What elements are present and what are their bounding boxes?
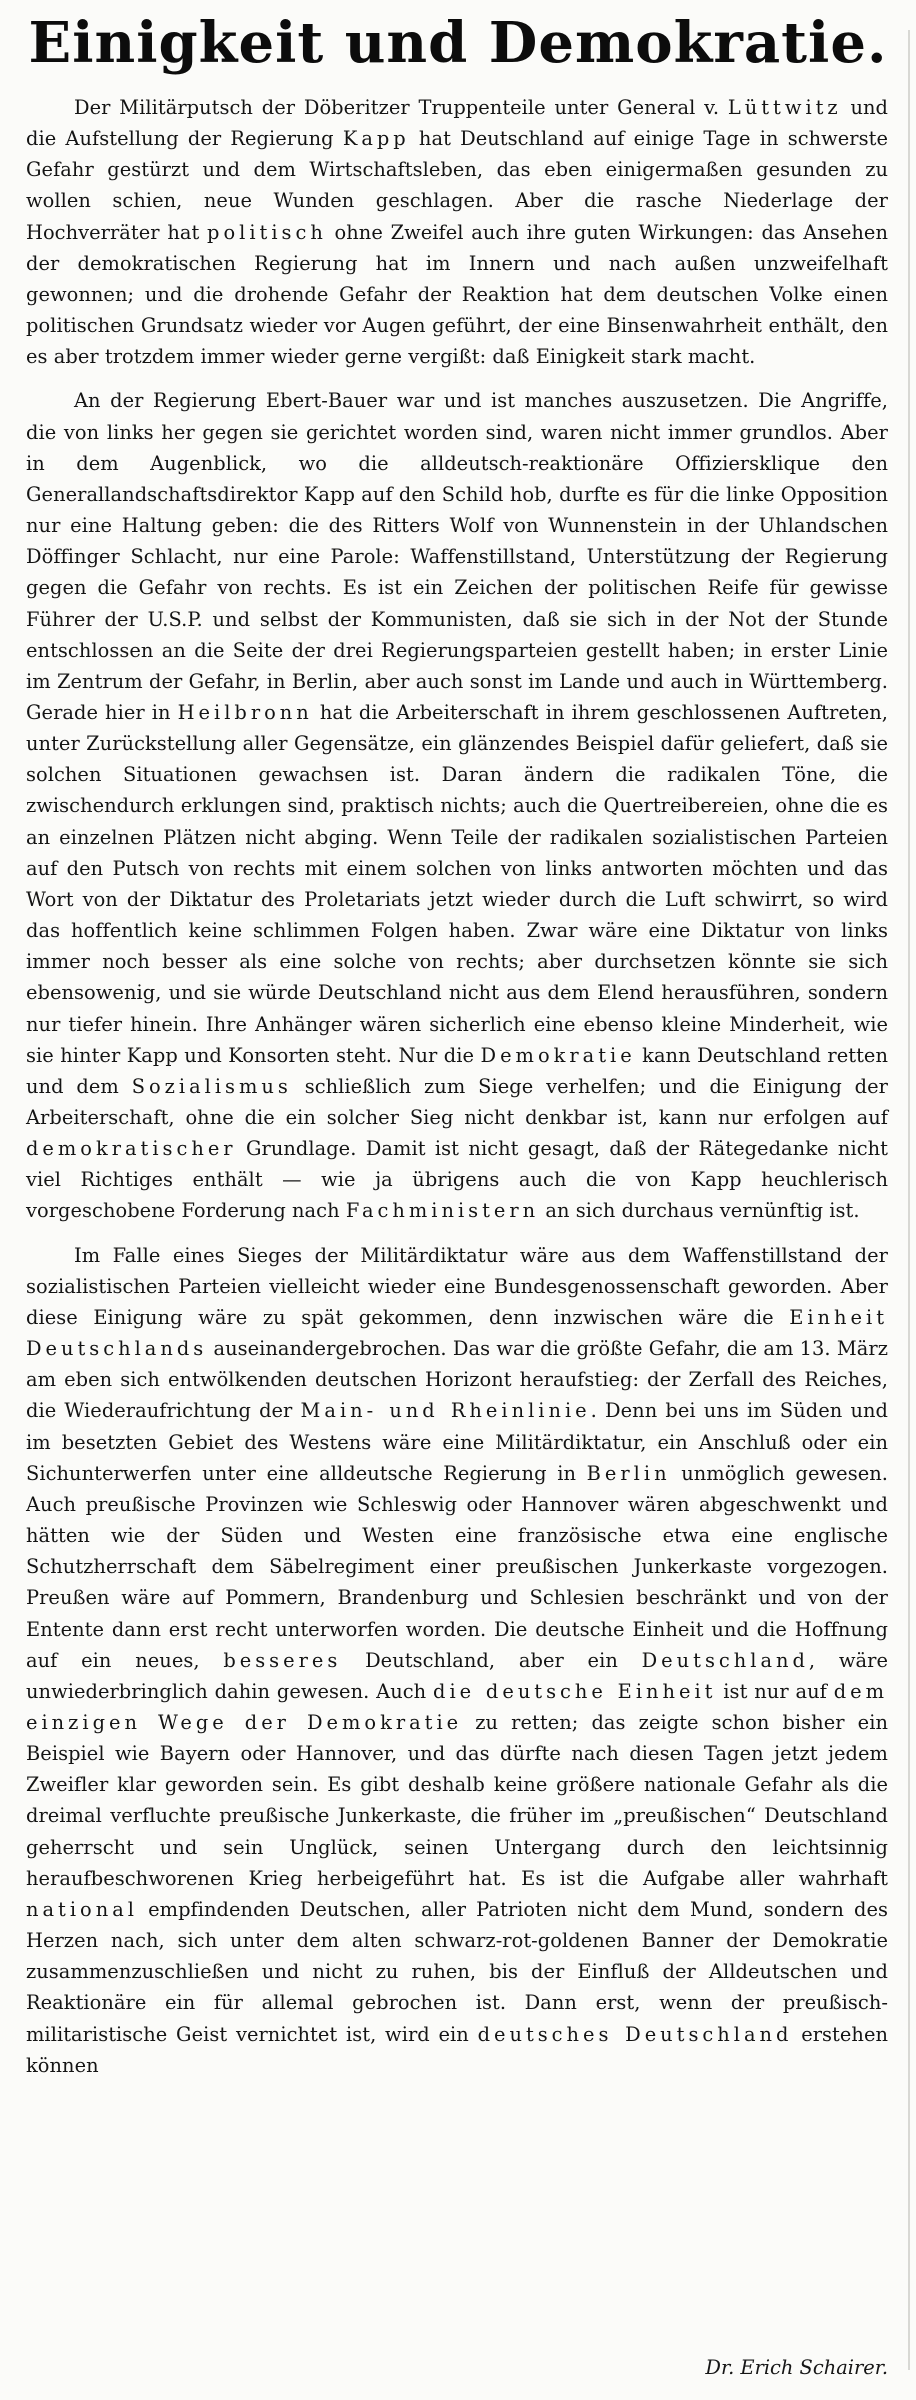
spaced-emphasis: Berlin [586,1461,671,1485]
paragraph-text: Grundlage. Damit ist nicht gesagt, daß der Rätegedanke nicht viel Richtiges enthält — wie ja übrigens auch die von Kapp heuchlerisch vorgeschobene Forderung nach [26,1137,888,1223]
paragraph-text: An der Regierung Ebert-Bauer war und ist manches auszusetzen. Die Angriffe, die von links her gegen sie gerichtet worden sind, waren nicht immer grundlos. Aber in dem Augenblick, wo die alldeutsch-reaktionäre Offiziersklique den Generallandschaftsdirektor Kapp auf den Schild hob, durfte es für die linke Opposition nur eine Haltung geben: die des Ritters Wolf von Wunnenstein in der Uhlandschen Döffinger Schlacht, nur eine Parole: Waffenstillstand, Unterstützung der Regierung gegen die Gefahr von rechts. Es ist ein Zeichen der politischen Reife für gewisse Führer der U.S.P. und selbst der Kommunisten, daß sie sich in der Not der Stunde entschlossen an die Seite der drei Regierungsparteien gestellt haben; in erster Linie im Zentrum der Gefahr, in Berlin, aber auch sonst im Lande und auch in Württemberg. Gerade hier in [26,389,888,724]
spaced-emphasis: politisch [207,220,327,244]
paragraph-text: unmöglich gewesen. Auch preußische Provinzen wie Schleswig oder Hannover wären abgeschwenkt und hätten wie der Süden und Westen eine französische etwa eine englische Schutzherrschaft dem Säbelregiment einer preußischen Junkerkaste vorgezogen. Preußen wäre auf Pommern, Brandenburg und Schlesien beschränkt und von der Entente dann erst recht unterworfen worden. Die deutsche Einheit und die Hoffnung auf ein neues, [26,1461,888,1672]
paragraph-1 [26,92,888,372]
article-body [26,92,888,2081]
spaced-emphasis: Sozialismus [131,1074,292,1098]
paragraph-text: Im Falle eines Sieges der Militärdiktatur wäre aus dem Waffenstillstand der sozialistischen Parteien vielleicht wieder eine Bundesgenossenschaft geworden. Aber diese Einigung wäre zu spät gekommen, denn inzwischen wäre die [26,1243,888,1329]
paragraph-text: auseinandergebrochen. Das war die größte Gefahr, die am 13. März am eben sich entwölkenden deutschen Horizont heraufstieg: der Zerfall des Reiches, die Wiederaufrichtung der [26,1337,888,1423]
spaced-emphasis: Fachministern [345,1199,540,1223]
paragraph-text: und die Aufstellung der Regierung [26,96,888,151]
paragraph-text: ist nur auf [716,1679,834,1703]
column-rule [908,30,910,2370]
paragraph-text: hat die Arbeiterschaft in ihrem geschlossenen Auftreten, unter Zurückstellung aller Gegensätze, ein glänzendes Beispiel dafür geliefert, daß sie solchen Situationen gewachsen ist. Daran ändern die radikalen Töne, die zwischendurch erklungen sind, praktisch nichts; auch die Quertreibereien, ohne die es an einzelnen Plätzen nicht abging. Wenn Teile der radikalen sozialistischen Parteien auf den Putsch von rechts mit einem solchen von links antworten möchten und das Wort von der Diktatur des Proletariats jetzt wieder durch die Luft schwirrt, so wird das hoffentlich keine schlimmen Folgen haben. Zwar wäre eine Diktatur von links immer noch besser als eine solche von rechts; aber durchsetzen könnte sie sich ebensowenig, und sie würde Deutschland nicht aus dem Elend herausführen, sondern nur tiefer hinein. Ihre Anhänger wären sicherlich eine ebenso kleine Minderheit, wie sie hinter Kapp und Konsorten steht. Nur die [26,700,888,1067]
spaced-emphasis: Heilbronn [177,700,313,724]
paragraph-text: schließlich zum Siege verhelfen; und die Einigung der Arbeiterschaft, ohne die ein solcher Sieg nicht denkbar ist, kann nur erfolgen auf [26,1074,888,1129]
paragraph-text: Der Militärputsch der Döberitzer Truppenteile unter General v. [74,96,728,119]
spaced-emphasis: Lüttwitz [727,96,842,119]
spaced-emphasis: besseres [223,1648,342,1672]
spaced-emphasis: national [26,1897,138,1921]
spaced-emphasis: demokratischer [26,1137,237,1161]
paragraph-3 [26,1240,888,2081]
author-byline: Dr. Erich Schairer. [705,2356,888,2379]
spaced-emphasis: deutsches Deutschland [477,2022,793,2046]
spaced-emphasis: Demokratie [480,1043,636,1067]
paragraph-text: an sich durchaus vernünftig ist. [539,1199,860,1223]
paragraph-text: Deutschland, aber ein [341,1648,642,1672]
paragraph-text: hat Deutschland auf einige Tage in schwerste Gefahr gestürzt und dem Wirtschaftsleben, das eben einigermaßen gesunden zu wollen schien, neue Wunden geschlagen. Aber die rasche Niederlage der Hochverräter hat [26,127,888,244]
paragraph-text: . Denn bei uns im Süden und im besetzten Gebiet des Westens wäre eine Militärdiktatur, ein Anschluß oder ein Sichunterwerfen unter eine alldeutsche Regierung in [26,1399,888,1485]
spaced-emphasis: dem einzigen Wege der Demokratie [26,1679,888,1734]
spaced-emphasis: Main- und Rheinlinie [300,1399,591,1423]
spaced-emphasis: die deutsche Einheit [433,1679,717,1703]
paragraph-text: ohne Zweifel auch ihre guten Wirkungen: das Ansehen der demokratischen Regierung hat im Innern und nach außen unzweifelhaft gewonnen; und die drohende Gefahr der Reaktion hat dem deutschen Volke einen politischen Grundsatz wieder vor Augen geführt, der eine Binsenwahrheit enthält, den es aber trotzdem immer wieder gerne vergißt: daß Einigkeit stark macht. [26,220,888,369]
article-title: Einigkeit und Demokratie. [28,10,888,76]
spaced-emphasis: Einheit Deutschlands [26,1305,888,1361]
spaced-emphasis: Kapp [342,127,410,151]
paragraph-text: erstehen können [26,2022,889,2077]
paragraph-text: empfindenden Deutschen, aller Patrioten nicht dem Mund, sondern des Herzen nach, sich unter dem alten schwarz-rot-goldenen Banner der Demokratie zusammenzuschließen und nicht zu ruhen, bis der Einfluß der Alldeutschen und Reaktionäre ein für allemal gebrochen ist. Dann erst, wenn der preußisch-militaristische Geist vernichtet ist, wird ein [26,1897,888,2046]
paragraph-2 [26,385,888,1226]
paragraph-text: kann Deutschland retten und dem [26,1043,888,1098]
paragraph-text: zu retten; das zeigte schon bisher ein Beispiel wie Bayern oder Hannover, und das dürfte nach diesen Tagen jetzt jedem Zweifler klar geworden sein. Es gibt deshalb keine größere nationale Gefahr als die dreimal verfluchte preußische Junkerkaste, die früher im „preußischen“ Deutschland geherrscht und sein Unglück, seinen Untergang durch den leichtsinnig heraufbeschworenen Krieg herbeigeführt hat. Es ist die Aufgabe aller wahrhaft [26,1710,888,1890]
spaced-emphasis: Deutschland [641,1648,809,1672]
paragraph-text: , wäre unwiederbringlich dahin gewesen. Auch [26,1648,888,1703]
